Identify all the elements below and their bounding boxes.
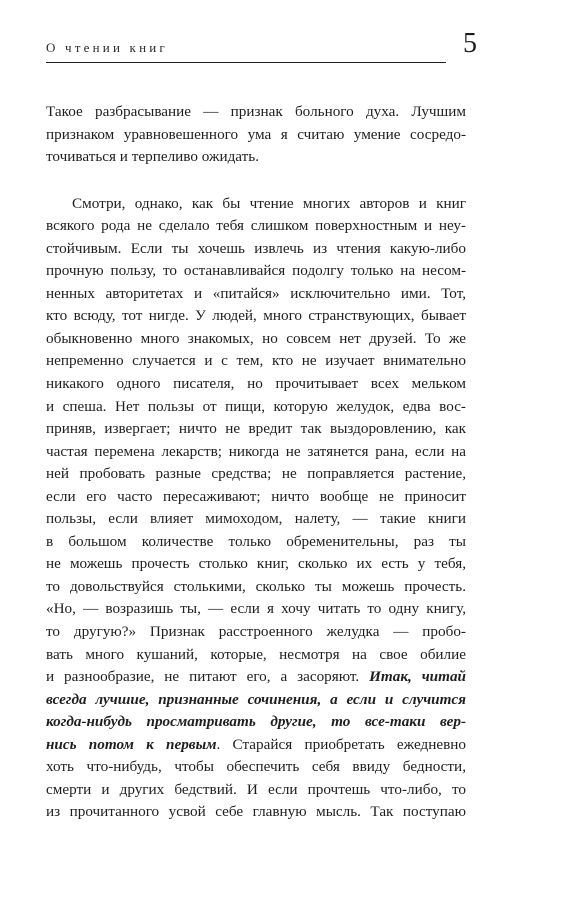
text-line: хоть что-нибудь, чтобы обеспечить себя ввиду бедности, (46, 758, 466, 776)
text-line: стойчивым. Если ты хочешь извлечь из чтения какую-либо (46, 239, 466, 257)
paragraph-gap (46, 169, 466, 193)
text-line: Такое разбрасывание — признак больного духа. Лучшим (46, 103, 466, 120)
emphasis-text: Итак, читай (369, 668, 466, 686)
text-line: пользы, если влияет мимоходом, налету, — такие книги (46, 510, 466, 528)
text-line: то другую?» Признак расстроенного желудка — пробо- (46, 623, 466, 641)
text-line: кто всюду, тот нигде. У людей, много странствующих, бывает (46, 307, 466, 325)
text-run: . Старайся приобретать ежедневно (216, 735, 466, 753)
text-line: приняв, извергает; ничто не вредит так выздоровлению, как (46, 420, 466, 438)
text-line: ненных авторитетах и «питайся» исключительно ими. Тот, (46, 284, 466, 302)
paragraph-1 (46, 101, 466, 169)
text-line: ней пробовать разные средства; не поправляется растение, (46, 465, 466, 483)
emphasis-line: когда-нибудь просматривать другие, то все-таки вер- (46, 713, 466, 731)
emphasis-text: нись потом к первым (46, 735, 217, 753)
text-line: непременно случается и с тем, кто не изучает внимательно (46, 352, 466, 370)
text-line: из прочитанного усвой себе главную мысль. Так поступаю (46, 803, 466, 821)
text-line: обыкновенно много знакомых, но совсем нет друзей. То же (46, 329, 466, 347)
text-line: и спеша. Нет пользы от пищи, которую желудок, едва вос- (46, 397, 466, 415)
paragraph-2 (46, 193, 466, 824)
text-line: частая перемена лекарств; никогда не затянется рана, если на (46, 442, 466, 460)
text-line: вать много кушаний, которые, несмотря на свое обилие (46, 645, 466, 663)
text-line: точиваться и терпеливо ожидать. (46, 148, 260, 166)
header-rule (46, 62, 446, 63)
body-text (46, 101, 466, 824)
text-line: если его часто пересаживают; ничто вообще не приносит (46, 487, 466, 505)
emphasis-line: всегда лучшие, признанные сочинения, а если и случится (46, 690, 466, 708)
text-line: прочную пользу, то останавливайся подолгу только на несом- (46, 262, 466, 280)
page-number: 5 (463, 28, 477, 59)
text-line: признаком уравновешенного ума я считаю умение сосредо- (46, 125, 466, 143)
text-line: Смотри, однако, как бы чтение многих авторов и книг (72, 194, 466, 212)
text-line: в большом количестве только обременительны, раз ты (46, 532, 466, 550)
text-line: «Но, — возразишь ты, — если я хочу читать то одну книгу, (46, 600, 466, 618)
text-line: никакого одного писателя, но прочитывает всех мельком (46, 375, 466, 393)
text-line: смерти и других бедствий. И если прочтешь что-либо, то (46, 780, 466, 798)
text-line: не можешь прочесть столько книг, сколько их есть у тебя, (46, 555, 466, 573)
running-title: О чтении книг (46, 40, 168, 55)
text-line: то довольствуйся столькими, сколько ты можешь прочесть. (46, 577, 466, 595)
text-line-mixed (46, 666, 466, 689)
text-line: всякого рода не сделало тебя слишком поверхностным и неу- (46, 217, 466, 235)
text-run: и разнообразие, не питают его, а засоряют. (46, 668, 370, 686)
text-line-mixed (46, 734, 466, 757)
